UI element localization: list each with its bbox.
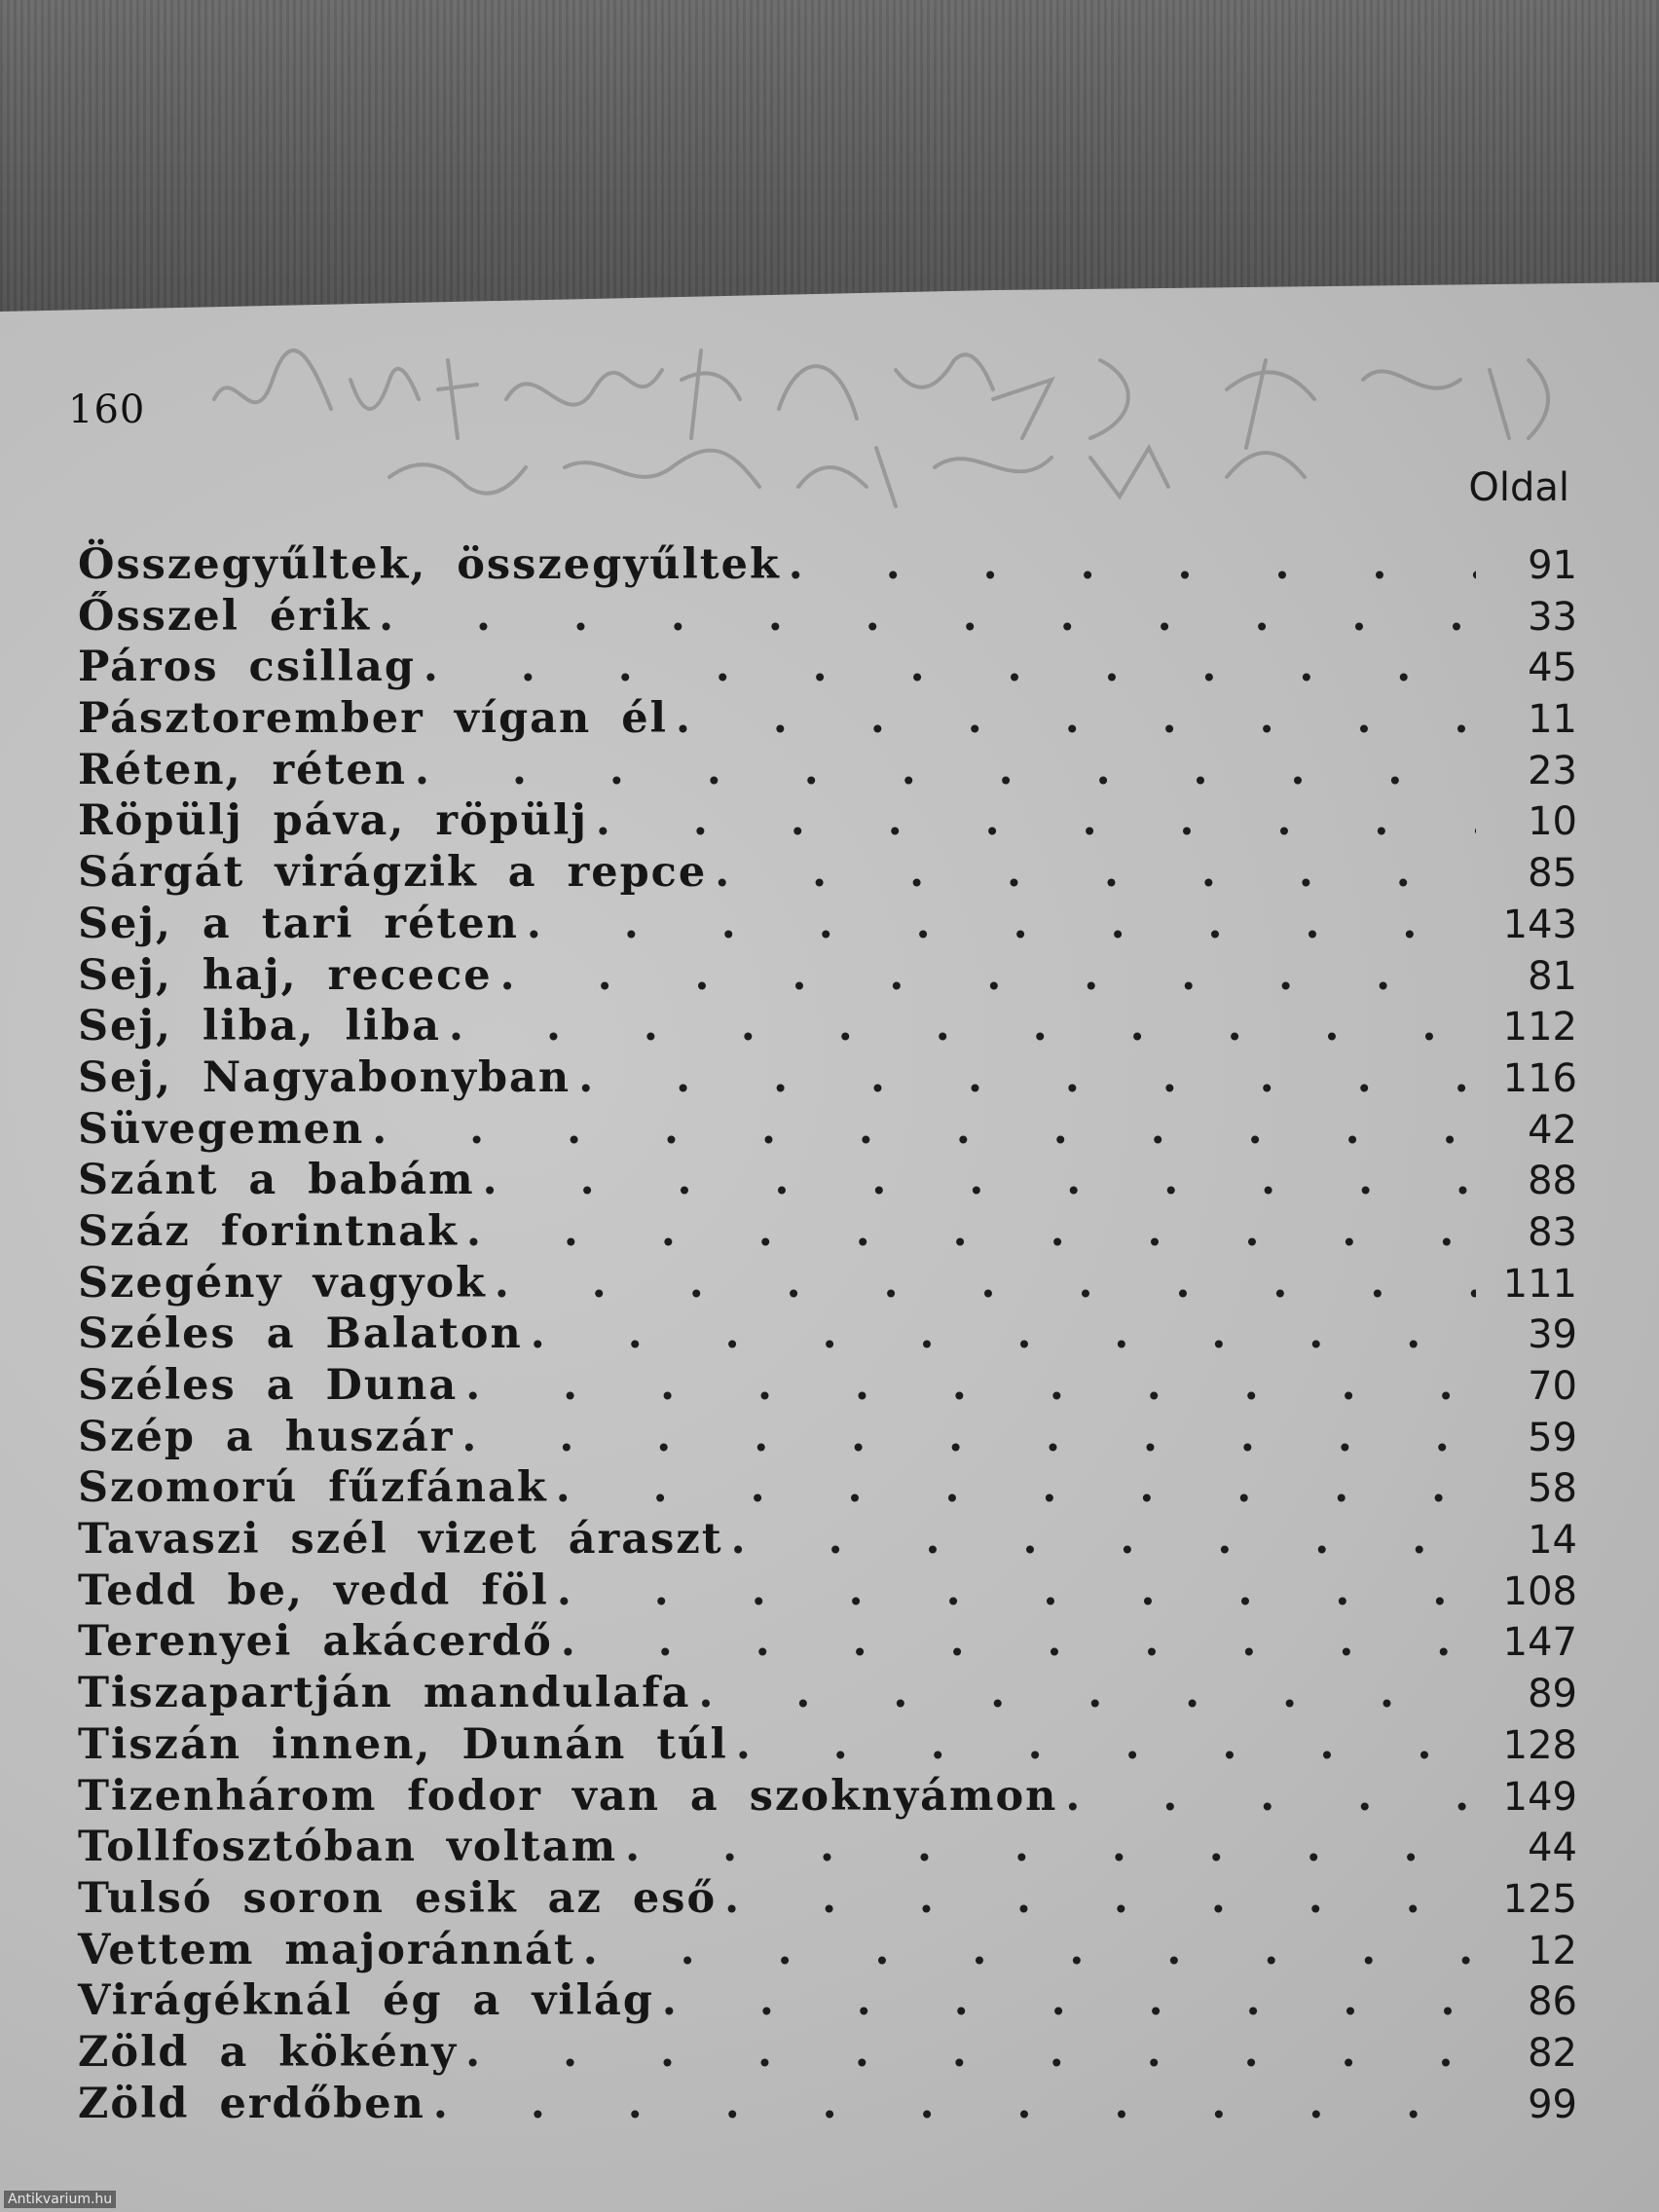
toc-entry-page: 112 xyxy=(1502,1005,1577,1051)
toc-entry-title: Virágéknál ég a világ xyxy=(78,1976,654,2026)
toc-entry-title: Tulsó soron esik az eső xyxy=(78,1873,718,1923)
toc-entry xyxy=(78,1207,1577,1259)
toc-entry xyxy=(78,1309,1577,1361)
dot-leader xyxy=(465,1361,1476,1410)
toc-entry xyxy=(78,1567,1577,1618)
toc-entry xyxy=(78,1823,1577,1874)
toc-entry xyxy=(78,1515,1577,1567)
toc-entry-page: 128 xyxy=(1502,1722,1577,1768)
toc-entry xyxy=(78,1976,1577,2028)
toc-entry-title: Szép a huszár xyxy=(78,1412,455,1461)
toc-entry-page: 149 xyxy=(1502,1774,1577,1820)
toc-entry xyxy=(78,1053,1577,1105)
toc-entry-title: Pásztorember vígan él xyxy=(78,694,668,744)
toc-entry-page: 59 xyxy=(1528,1415,1577,1460)
toc-entry xyxy=(78,1105,1577,1157)
toc-entry-title: Száz forintnak xyxy=(78,1206,459,1256)
toc-entry xyxy=(78,1413,1577,1464)
dot-leader xyxy=(449,1002,1476,1051)
toc-entry-title: Tedd be, vedd föl xyxy=(78,1566,549,1615)
background-surface xyxy=(0,0,1659,321)
toc-entry xyxy=(78,1002,1577,1053)
toc-entry-title: Zöld erdőben xyxy=(78,2079,425,2128)
toc-entry-title: Sej, a tari réten xyxy=(78,899,519,948)
toc-entry-title: Sej, liba, liba xyxy=(78,1002,442,1051)
toc-entry-title: Széles a Balaton xyxy=(78,1309,523,1359)
toc-entry-page: 33 xyxy=(1528,594,1577,640)
dot-leader xyxy=(731,1515,1476,1564)
toc-entry-title: Tiszán innen, Dunán túl xyxy=(78,1719,728,1769)
toc-entry-title: Vettem majoránnát xyxy=(78,1925,575,1974)
dot-leader xyxy=(662,1976,1476,2025)
toc-entry-page: 14 xyxy=(1528,1518,1577,1564)
dot-leader xyxy=(433,2080,1476,2128)
toc-entry-page: 45 xyxy=(1528,645,1577,691)
toc-entry xyxy=(78,951,1577,1003)
toc-entry xyxy=(78,643,1577,694)
toc-entry-page: 108 xyxy=(1502,1568,1577,1614)
watermark: Antikvarium.hu xyxy=(4,2191,116,2208)
toc-entry-page: 58 xyxy=(1528,1466,1577,1512)
toc-entry-page: 111 xyxy=(1502,1261,1577,1307)
dot-leader xyxy=(583,1926,1476,1974)
toc-entry xyxy=(78,1617,1577,1669)
dot-leader xyxy=(466,1207,1476,1256)
dot-leader xyxy=(527,900,1476,948)
toc-entry-page: 91 xyxy=(1528,543,1577,588)
toc-entry xyxy=(78,848,1577,900)
toc-entry-title: Sárgát virágzik a repce xyxy=(78,848,708,898)
toc-entry-page: 89 xyxy=(1528,1672,1577,1717)
toc-entry xyxy=(78,1156,1577,1207)
toc-entry-page: 44 xyxy=(1528,1825,1577,1871)
dot-leader xyxy=(495,1259,1476,1308)
dot-leader xyxy=(461,1413,1476,1461)
dot-leader xyxy=(736,1720,1476,1769)
toc-entry xyxy=(78,1874,1577,1926)
toc-entry xyxy=(78,1259,1577,1310)
toc-entry-title: Szánt a babám xyxy=(78,1156,475,1205)
dot-leader xyxy=(557,1567,1476,1615)
toc-entry-title: Összegyűltek, összegyűltek xyxy=(78,540,781,589)
toc-entry-page: 116 xyxy=(1502,1055,1577,1101)
toc-entry-page: 125 xyxy=(1502,1876,1577,1922)
dot-leader xyxy=(698,1669,1476,1717)
page-number: 160 xyxy=(68,387,146,432)
toc-entry xyxy=(78,796,1577,848)
toc-entry-title: Tollfosztóban voltam xyxy=(78,1823,618,1872)
toc-entry-title: Tiszapartján mandulafa xyxy=(78,1669,691,1718)
toc-entry-page: 23 xyxy=(1528,748,1577,793)
toc-entry xyxy=(78,1361,1577,1413)
dot-leader xyxy=(500,951,1476,1000)
pencil-handwriting xyxy=(195,321,1636,565)
toc-entry-page: 42 xyxy=(1528,1107,1577,1153)
toc-entry-title: Szegény vagyok xyxy=(78,1258,487,1308)
toc-entry-page: 147 xyxy=(1502,1620,1577,1666)
toc-entry-title: Ősszel érik xyxy=(78,591,372,641)
toc-entry-page: 11 xyxy=(1528,697,1577,743)
page-column-header: Oldal xyxy=(1468,465,1569,510)
dot-leader xyxy=(483,1156,1476,1204)
dot-leader xyxy=(372,1105,1476,1154)
toc-entry-page: 85 xyxy=(1528,851,1577,897)
dot-leader xyxy=(556,1463,1476,1512)
toc-entry-page: 88 xyxy=(1528,1159,1577,1204)
toc-entry-title: Tizenhárom fodor van a szoknyámon xyxy=(78,1771,1058,1821)
toc-entry-page: 82 xyxy=(1528,2030,1577,2076)
toc-entry xyxy=(78,592,1577,644)
toc-entry xyxy=(78,2028,1577,2080)
toc-entry-title: Zöld a kökény xyxy=(78,2027,459,2077)
toc-entry xyxy=(78,1926,1577,1977)
toc-entry xyxy=(78,746,1577,797)
table-of-contents xyxy=(78,540,1577,2130)
toc-entry xyxy=(78,540,1577,592)
dot-leader xyxy=(625,1823,1476,1871)
toc-entry-page: 143 xyxy=(1502,902,1577,947)
toc-entry xyxy=(78,694,1577,746)
dot-leader xyxy=(561,1617,1476,1666)
dot-leader xyxy=(789,540,1476,589)
dot-leader xyxy=(596,796,1476,845)
toc-entry xyxy=(78,1669,1577,1720)
toc-entry xyxy=(78,1720,1577,1772)
dot-leader xyxy=(424,643,1476,691)
dot-leader xyxy=(578,1053,1476,1102)
toc-entry-title: Réten, réten xyxy=(78,745,408,794)
toc-entry-title: Sej, Nagyabonyban xyxy=(78,1052,571,1102)
toc-entry-page: 10 xyxy=(1528,799,1577,845)
dot-leader xyxy=(465,2028,1476,2077)
toc-entry xyxy=(78,1772,1577,1824)
dot-leader xyxy=(1065,1772,1476,1821)
toc-entry-title: Röpülj páva, röpülj xyxy=(78,796,588,846)
toc-entry-page: 81 xyxy=(1528,953,1577,999)
toc-entry-title: Tavaszi szél vizet áraszt xyxy=(78,1515,723,1565)
toc-entry xyxy=(78,900,1577,951)
toc-entry xyxy=(78,1463,1577,1515)
toc-entry-title: Páros csillag xyxy=(78,643,416,692)
toc-entry xyxy=(78,2080,1577,2131)
dot-leader xyxy=(531,1309,1476,1358)
dot-leader xyxy=(415,746,1476,794)
dot-leader xyxy=(676,694,1476,743)
toc-entry-title: Szomorú fűzfának xyxy=(78,1463,548,1513)
toc-entry-title: Sej, haj, recece xyxy=(78,950,493,1000)
toc-entry-title: Süvegemen xyxy=(78,1104,365,1154)
dot-leader xyxy=(715,848,1476,897)
toc-entry-page: 39 xyxy=(1528,1312,1577,1358)
dot-leader xyxy=(379,592,1476,641)
toc-entry-page: 99 xyxy=(1528,2082,1577,2127)
toc-entry-page: 86 xyxy=(1528,1979,1577,2025)
toc-entry-title: Széles a Duna xyxy=(78,1361,459,1410)
toc-entry-title: Terenyei akácerdő xyxy=(78,1617,553,1667)
dot-leader xyxy=(724,1874,1476,1923)
toc-entry-page: 70 xyxy=(1528,1364,1577,1409)
toc-entry-page: 83 xyxy=(1528,1209,1577,1255)
toc-entry-page: 12 xyxy=(1528,1928,1577,1973)
